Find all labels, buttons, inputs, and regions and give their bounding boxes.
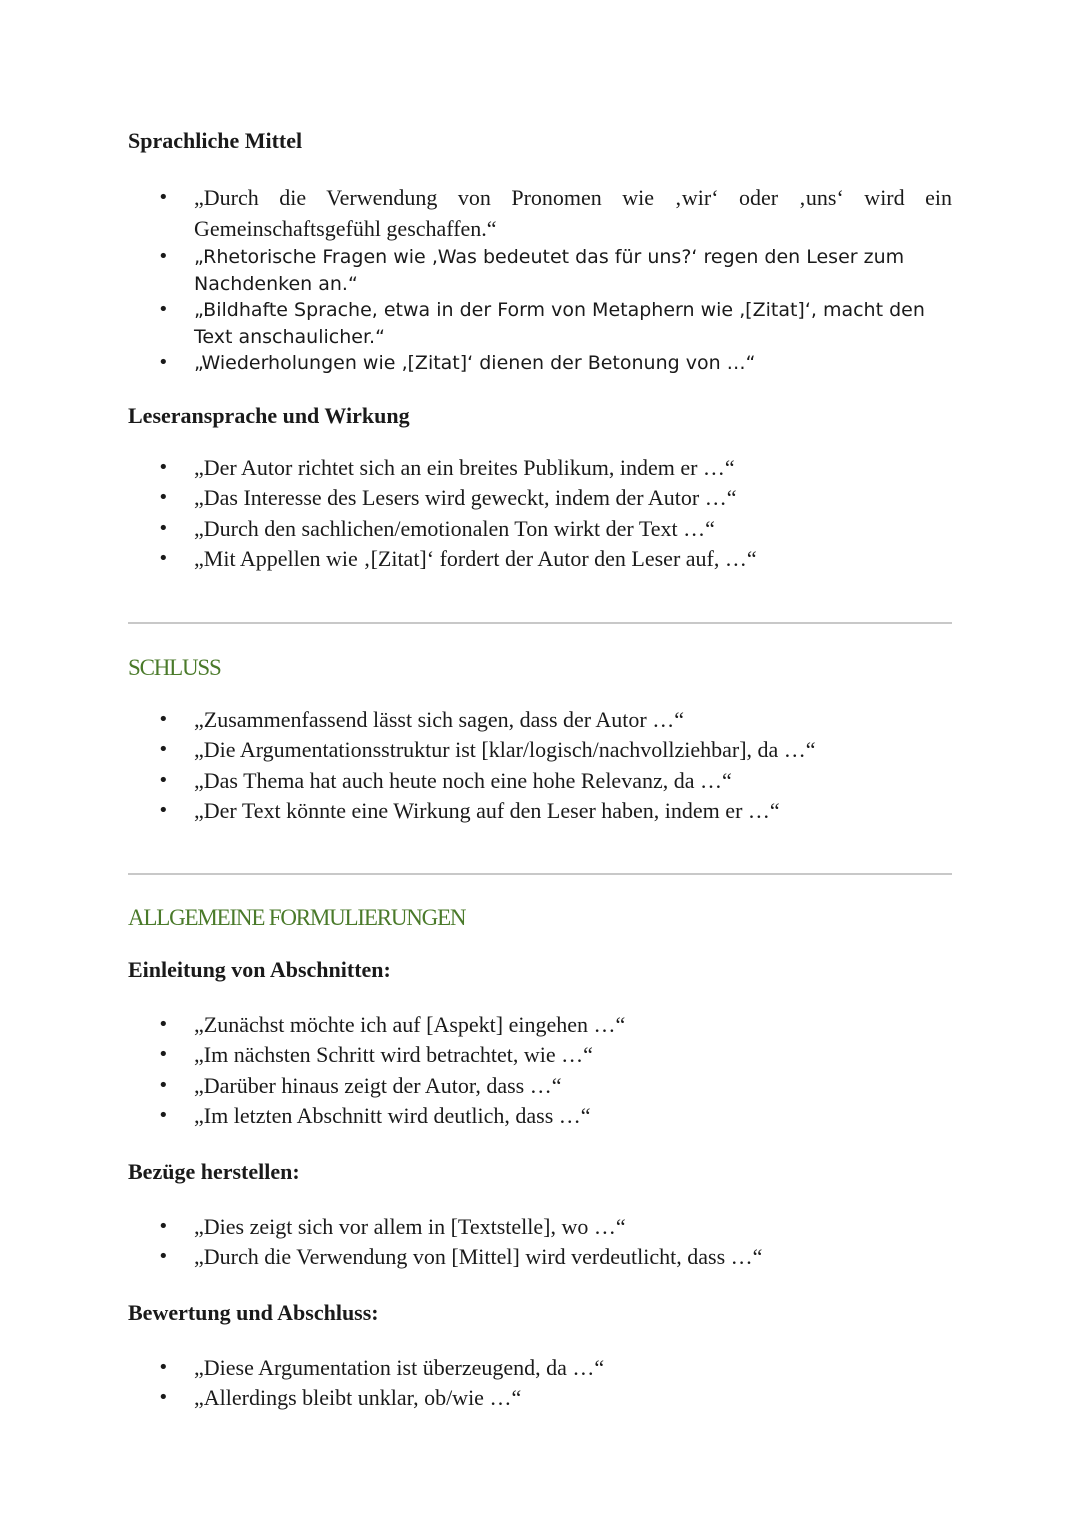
list-sprachliche-mittel [128,183,952,377]
list-leseransprache [128,453,952,575]
list-item: • „Allerdings bleibt unklar, ob/wie …“ [128,1383,952,1414]
list-item: • „Im nächsten Schritt wird betrachtet, wie …“ [128,1040,952,1071]
list-item: • „Wiederholungen wie ‚[Zitat]‘ dienen der Betonung von …“ [128,350,952,377]
list-einleitung-abschnitte [128,1010,952,1132]
list-item: • „Dies zeigt sich vor allem in [Textstelle], wo …“ [128,1212,952,1243]
heading-sprachliche-mittel: Sprachliche Mittel [128,128,303,153]
list-item: • „Zunächst möchte ich auf [Aspekt] eingehen …“ [128,1010,952,1041]
heading-bewertung-abschluss: Bewertung und Abschluss: [128,1299,379,1325]
section-title-schluss: SCHLUSS [128,654,221,680]
list-item: • „Durch die Verwendung von [Mittel] wird verdeutlicht, dass …“ [128,1242,952,1273]
list-item: • „Rhetorische Fragen wie ‚Was bedeutet das für uns?‘ regen den Leser zum Nachdenken an.“ [128,244,952,297]
document-page [128,126,952,1414]
list-bezuege-herstellen [128,1212,952,1273]
list-item: • „Im letzten Abschnitt wird deutlich, dass …“ [128,1101,952,1132]
list-item: • „Diese Argumentation ist überzeugend, da …“ [128,1353,952,1384]
list-item: • „Die Argumentationsstruktur ist [klar/logisch/nachvollziehbar], da …“ [128,735,952,766]
section-title-allgemeine-formulierungen: ALLGEMEINE FORMULIERUNGEN [128,904,466,930]
list-bewertung-abschluss [128,1353,952,1414]
list-schluss [128,705,952,827]
list-item: • „Bildhafte Sprache, etwa in der Form von Metaphern wie ‚[Zitat]‘, macht den Text anschaulicher.“ [128,297,952,350]
heading-leseransprache: Leseransprache und Wirkung [128,402,410,428]
section-divider [128,873,952,875]
list-item: • „Der Autor richtet sich an ein breites Publikum, indem er …“ [128,453,952,484]
heading-einleitung-abschnitte: Einleitung von Abschnitten: [128,956,391,982]
list-item: • „Durch die Verwendung von Pronomen wie ‚wir‘ oder ‚uns‘ wird ein Gemeinschaftsgefühl geschaffen.“ [128,183,952,244]
list-item: • „Mit Appellen wie ‚[Zitat]‘ fordert der Autor den Leser auf, …“ [128,544,952,575]
heading-bezuege-herstellen: Bezüge herstellen: [128,1158,300,1184]
list-item: • „Der Text könnte eine Wirkung auf den Leser haben, indem er …“ [128,796,952,827]
section-divider [128,622,952,624]
list-item: • „Durch den sachlichen/emotionalen Ton wirkt der Text …“ [128,514,952,545]
list-item: • „Darüber hinaus zeigt der Autor, dass …“ [128,1071,952,1102]
list-item: • „Das Interesse des Lesers wird geweckt, indem der Autor …“ [128,483,952,514]
list-item: • „Zusammenfassend lässt sich sagen, dass der Autor …“ [128,705,952,736]
list-item: • „Das Thema hat auch heute noch eine hohe Relevanz, da …“ [128,766,952,797]
